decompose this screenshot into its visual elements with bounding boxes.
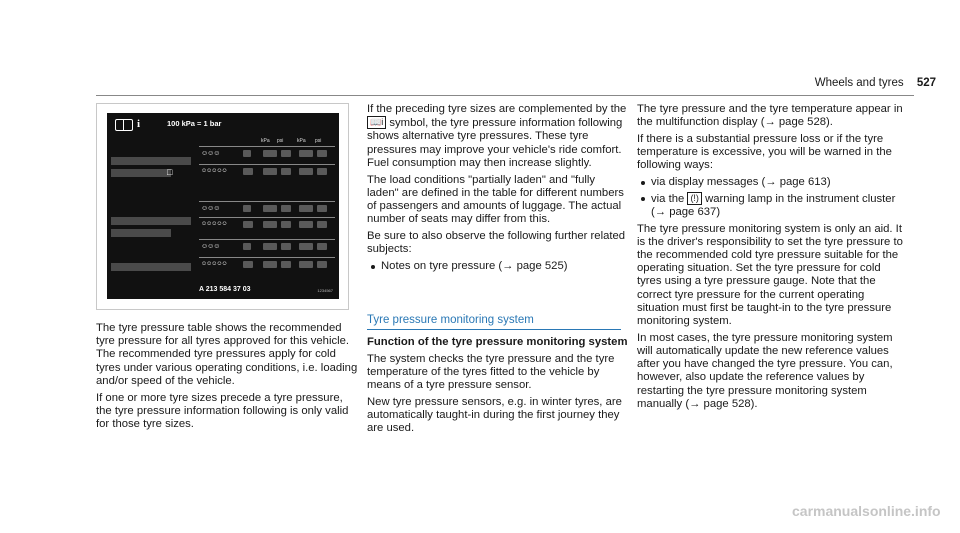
- info-i-icon: i: [137, 118, 141, 130]
- blurred-value: [299, 205, 313, 212]
- part-number: A 213 584 37 03: [199, 286, 251, 293]
- page-number: 527: [916, 77, 936, 89]
- unit-psi-2: psi: [315, 138, 322, 144]
- passenger-icon: ☺☺☺: [201, 150, 220, 157]
- luggage-icon: [243, 205, 251, 212]
- paragraph: If one or more tyre sizes precede a tyre pressure, the tyre pressure information following is only valid for those tyre sizes.: [96, 391, 349, 430]
- passenger-icon: ☺☺☺: [201, 205, 220, 212]
- luggage-icon: [243, 243, 251, 250]
- sub-heading: Function of the tyre pressure monitoring system: [367, 336, 628, 348]
- blurred-tyre-size: [111, 157, 191, 165]
- unit-kpa-1: kPa: [261, 138, 270, 144]
- bullet-item: via the (!) warning lamp in the instrument cluster (→ page 637): [637, 192, 905, 219]
- paragraph: The tyre pressure table shows the recommended tyre pressure for all tyres approved for this vehicle. The recommended tyre pressures apply for cold tyres under various operating conditions, i.e. loading and/or speed of the vehicle.: [96, 322, 358, 387]
- passenger-icon: ☺☺☺☺☺: [201, 261, 227, 267]
- blurred-value: [281, 243, 291, 250]
- table-row: [199, 217, 335, 232]
- alt-pressure-book-icon: □: [167, 167, 173, 177]
- column-2-lower: [367, 336, 629, 439]
- blurred-value: [317, 243, 327, 250]
- blurred-value: [317, 150, 327, 157]
- blurred-value: [281, 168, 291, 175]
- tyre-pressure-warning-icon: (!): [687, 192, 702, 205]
- book-icon: [115, 119, 133, 131]
- blurred-value: [281, 221, 291, 228]
- blurred-value: [281, 150, 291, 157]
- unit-kpa-2: kPa: [297, 138, 306, 144]
- column-2: [367, 103, 629, 276]
- tyre-pressure-label-figure: [107, 113, 339, 299]
- blurred-value: [317, 205, 327, 212]
- paragraph: The load conditions "partially laden" and "fully laden" are defined in the table for different numbers of passengers and amounts of luggage. The actual number of seats may differ from this.: [367, 173, 624, 226]
- unit-psi-1: psi: [277, 138, 284, 144]
- bullet-item: via display messages (→ page 613): [637, 176, 905, 189]
- table-row: [199, 164, 335, 179]
- paragraph: If there is a substantial pressure loss or if the tyre temperature is excessive, you will be warned in the following ways:: [637, 132, 892, 172]
- header-rule: [96, 95, 914, 96]
- column-3: [637, 103, 905, 414]
- paragraph: In most cases, the tyre pressure monitoring system will automatically update the new reference values after you have changed the tyre pressure. You can, however, also update the reference values by restarting the tyre pressure monitoring system manually (→ page 528).: [637, 331, 893, 410]
- luggage-icon: [243, 221, 253, 228]
- luggage-icon: [243, 168, 253, 175]
- passenger-icon: ☺☺☺: [201, 243, 220, 250]
- page-header: [815, 77, 936, 89]
- blurred-value: [299, 243, 313, 250]
- section-heading: Tyre pressure monitoring system: [367, 314, 621, 330]
- table-row: [199, 201, 335, 216]
- blurred-value: [281, 205, 291, 212]
- paragraph: The tyre pressure and the tyre temperature appear in the multifunction display (→ page 528).: [637, 103, 903, 129]
- paragraph: The tyre pressure monitoring system is only an aid. It is the driver's responsibility to set the tyre pressure to the recommended cold tyre pressure suitable for the operating situation. Set the tyre pressure for cold tyres using a tyre pressure gauge. Note that the correct tyre pressure for the current operating situation must first be taught-in to the tyre pressure monitoring system.: [637, 222, 903, 328]
- table-row: [199, 146, 335, 161]
- blurred-value: [317, 261, 327, 268]
- blurred-value: [281, 261, 291, 268]
- paragraph: The system checks the tyre pressure and the tyre temperature of the tyres fitted to the vehicle by means of a tyre pressure sensor.: [367, 352, 615, 392]
- blurred-value: [263, 243, 277, 250]
- bullet-item: Notes on tyre pressure (→ page 525): [367, 260, 629, 273]
- blurred-tyre-size: [111, 169, 171, 177]
- blurred-value: [299, 261, 313, 268]
- blurred-value: [263, 221, 277, 228]
- passenger-icon: ☺☺☺☺☺: [201, 168, 227, 174]
- blurred-value: [263, 205, 277, 212]
- blurred-value: [317, 168, 327, 175]
- paragraph: Be sure to also observe the following further related subjects:: [367, 229, 626, 256]
- paragraph: New tyre pressure sensors, e.g. in winter tyres, are automatically taught-in during the first journey they are used.: [367, 395, 622, 435]
- blurred-tyre-size: [111, 229, 171, 237]
- blurred-value: [263, 168, 277, 175]
- passenger-icon: ☺☺☺☺☺: [201, 221, 227, 227]
- blurred-tyre-size: [111, 263, 191, 271]
- blurred-value: [299, 168, 313, 175]
- luggage-icon: [243, 150, 251, 157]
- book-info-icon: 📖i: [367, 116, 386, 129]
- blurred-value: [263, 150, 277, 157]
- image-code: 1234567: [317, 288, 333, 293]
- pressure-unit-text: 100 kPa = 1 bar: [167, 119, 222, 128]
- blurred-value: [299, 221, 313, 228]
- blurred-tyre-size: [111, 217, 191, 225]
- paragraph: If the preceding tyre sizes are complemented by the 📖i symbol, the tyre pressure information following shows alternative tyre pressures. These tyre pressures may improve your vehicle's ride comfort. Fuel consumption may then increase slightly.: [367, 103, 627, 169]
- luggage-icon: [243, 261, 253, 268]
- blurred-value: [317, 221, 327, 228]
- table-row: [199, 257, 335, 272]
- column-1: [96, 322, 358, 435]
- blurred-value: [263, 261, 277, 268]
- section-title: Wheels and tyres: [814, 77, 904, 89]
- blurred-value: [299, 150, 313, 157]
- table-row: [199, 239, 335, 254]
- watermark: carmanualsonline.info: [792, 503, 941, 519]
